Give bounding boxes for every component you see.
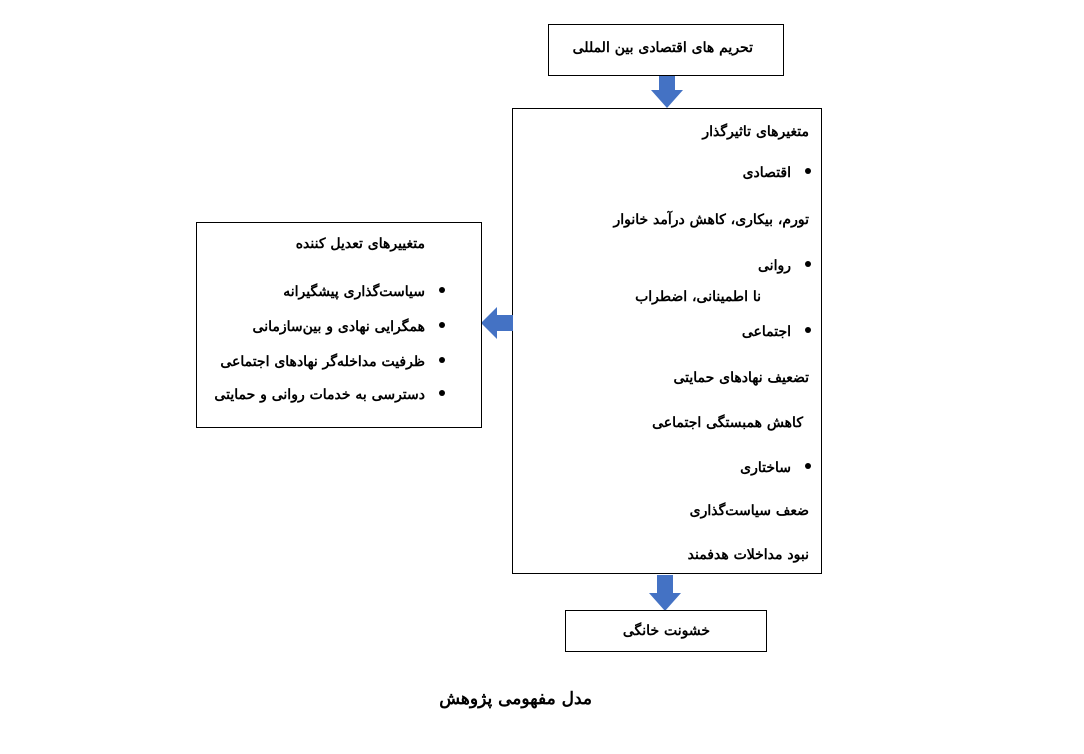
psychological-item: نا اطمینانی، اضطراب (635, 289, 761, 305)
structural-item: ضعف سیاست‌گذاری (689, 503, 809, 519)
structural-item: نبود مداخلات هدفمند (687, 547, 809, 563)
bullet-icon (805, 261, 811, 267)
bullet-icon (439, 357, 445, 363)
sanctions-label: تحریم های اقتصادی بین المللی (572, 40, 753, 56)
sanctions-box (548, 24, 784, 76)
figure-caption: مدل مفهومی پژوهش (439, 689, 592, 709)
influencing-title: متغیرهای تاثیرگذار (702, 124, 809, 140)
social-item: تضعیف نهادهای حمایتی (673, 370, 809, 386)
economic-heading: اقتصادی (743, 164, 811, 182)
down-arrow-icon-bottom (649, 575, 681, 611)
bullet-icon (805, 168, 811, 174)
social-heading: اجتماعی (742, 323, 811, 341)
bullet-icon (805, 463, 811, 469)
moderating-item: سیاست‌گذاری پیشگیرانه (283, 283, 445, 301)
bullet-icon (439, 322, 445, 328)
left-arrow-icon (481, 307, 513, 339)
psychological-heading: روانی (758, 257, 811, 275)
domestic-violence-box (565, 610, 767, 652)
moderating-item: ظرفیت مداخله‌گر نهادهای اجتماعی (220, 353, 445, 371)
bullet-icon (439, 287, 445, 293)
bullet-icon (805, 327, 811, 333)
moderating-item: همگرایی نهادی و بین‌سازمانی (253, 318, 445, 336)
influencing-variables-box (512, 108, 822, 574)
moderating-variables-box (196, 222, 482, 428)
moderating-item: دسترسی به خدمات روانی و حمایتی (214, 386, 445, 404)
economic-item: تورم، بیکاری، کاهش درآمد خانوار (613, 212, 809, 228)
domestic-violence-label: خشونت خانگی (622, 623, 710, 639)
social-item: کاهش همبستگی اجتماعی (652, 415, 803, 431)
down-arrow-icon-top (651, 76, 683, 108)
bullet-icon (439, 390, 445, 396)
moderating-title: متغییرهای تعدیل کننده (295, 236, 425, 252)
structural-heading: ساختاری (740, 459, 811, 477)
